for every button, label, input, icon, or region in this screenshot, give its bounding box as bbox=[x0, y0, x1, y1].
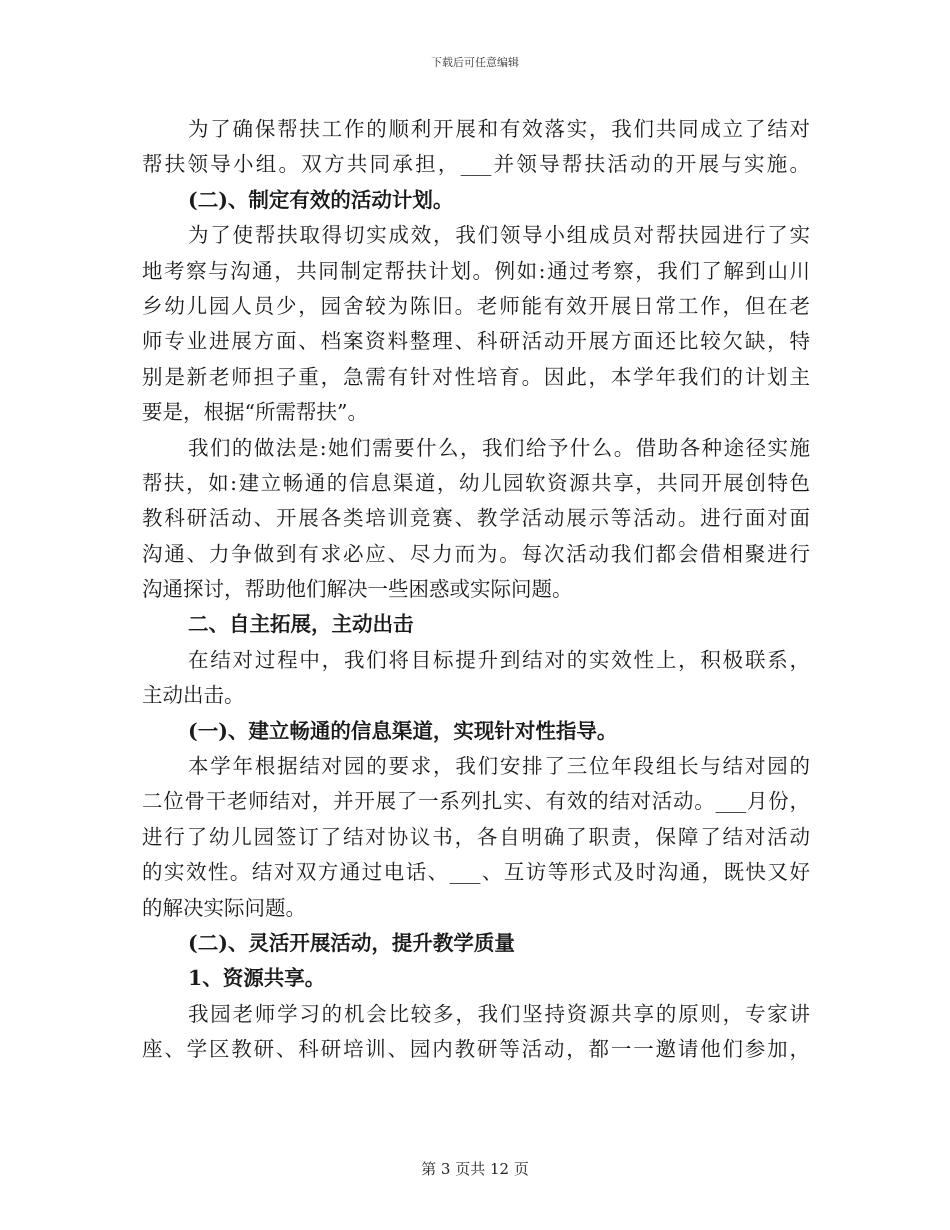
paragraph-line: 教科研活动、开展各类培训竞赛、教学活动展示等活动。进行面对面 bbox=[142, 506, 810, 531]
paragraph-line: 主动出击。 bbox=[142, 683, 245, 708]
paragraph-line: 乡幼儿园人员少，园舍较为陈旧。老师能有效开展日常工作，但在老 bbox=[142, 293, 810, 318]
page-header: 下载后可任意编辑 bbox=[431, 56, 519, 69]
paragraph-line: 沟通、力争做到有求必应、尽力而为。每次活动我们都会借相聚进行 bbox=[142, 541, 810, 566]
paragraph-line: 我们的做法是:她们需要什么，我们给予什么。借助各种途径实施 bbox=[188, 435, 810, 460]
paragraph-line: 我园老师学习的机会比较多，我们坚持资源共享的原则，专家讲 bbox=[188, 1001, 810, 1026]
paragraph-line: 别是新老师担子重，急需有针对性培育。因此，本学年我们的计划主 bbox=[142, 364, 810, 389]
document-body bbox=[142, 112, 810, 1068]
paragraph-line: 进行了幼儿园签订了结对协议书，各自明确了职责，保障了结对活动 bbox=[142, 824, 810, 849]
paragraph-line: 的解决实际问题。 bbox=[142, 895, 306, 920]
paragraph-line: 要是，根据“所需帮扶”。 bbox=[142, 400, 368, 425]
paragraph-line: 在结对过程中，我们将目标提升到结对的实效性上，积极联系， bbox=[188, 647, 810, 672]
section-heading: (二)、灵活开展活动，提升教学质量 bbox=[188, 930, 515, 955]
paragraph-line: 师专业进展方面、档案资料整理、科研活动开展方面还比较欠缺，特 bbox=[142, 329, 810, 354]
paragraph-line: 地考察与沟通，共同制定帮扶计划。例如:通过考察，我们了解到山川 bbox=[142, 258, 810, 283]
page-footer: 第 3 页共 12 页 bbox=[421, 1160, 529, 1178]
paragraph-line: 帮扶领导小组。双方共同承担，___并领导帮扶活动的开展与实施。 bbox=[142, 152, 810, 177]
paragraph-line: 的实效性。结对双方通过电话、___、互访等形式及时沟通，既快又好 bbox=[142, 860, 810, 885]
paragraph-line: 帮扶，如:建立畅通的信息渠道，幼儿园软资源共享，共同开展创特色 bbox=[142, 470, 810, 495]
paragraph-line: 本学年根据结对园的要求，我们安排了三位年段组长与结对园的 bbox=[188, 754, 810, 779]
paragraph-line: 座、学区教研、科研培训、园内教研等活动，都一一邀请他们参加， bbox=[142, 1037, 810, 1062]
section-heading: (一)、建立畅通的信息渠道，实现针对性指导。 bbox=[188, 718, 618, 743]
paragraph-line: 为了使帮扶取得切实成效，我们领导小组成员对帮扶园进行了实 bbox=[188, 223, 810, 248]
section-heading: 二、自主拓展，主动出击 bbox=[188, 612, 414, 637]
paragraph-line: 沟通探讨，帮助他们解决一些困惑或实际问题。 bbox=[142, 577, 573, 602]
section-heading: 1、资源共享。 bbox=[188, 966, 326, 991]
paragraph-line: 二位骨干老师结对，并开展了一系列扎实、有效的结对活动。___月份， bbox=[142, 789, 810, 814]
paragraph-line: 为了确保帮扶工作的顺利开展和有效落实，我们共同成立了结对 bbox=[188, 117, 810, 141]
section-heading: (二)、制定有效的活动计划。 bbox=[188, 187, 454, 212]
